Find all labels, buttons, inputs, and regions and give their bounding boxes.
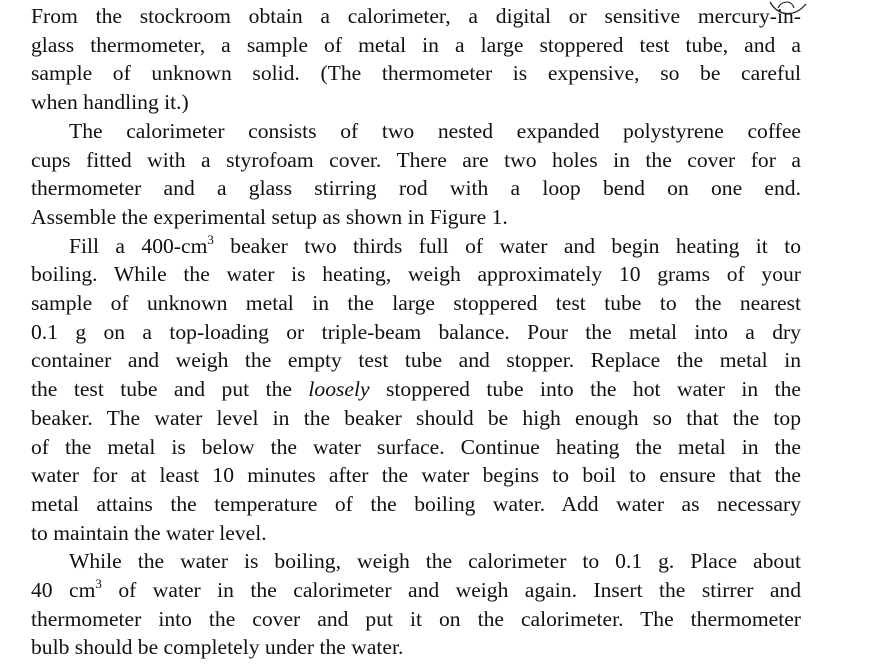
text-line: While the water is boiling, weigh the calorimeter to 0.1 g. Place about (69, 549, 801, 574)
text-line: to maintain the water level. (31, 520, 267, 545)
text-line: of the metal is below the water surface. Continue heating the metal in the (31, 434, 801, 459)
paragraph-materials (31, 2, 801, 117)
text-line: Assemble the experimental setup as shown in Figure 1. (31, 204, 508, 229)
superscript: 3 (95, 576, 102, 592)
text-line: The calorimeter consists of two nested expanded polystyrene coffee (69, 118, 801, 143)
text-segment: Fill a 400-cm (69, 233, 208, 258)
text-line: water for at least 10 minutes after the water begins to boil to ensure that the (31, 463, 801, 488)
text-line: sample of unknown metal in the large stoppered test tube to the nearest (31, 291, 801, 316)
text-line: thermometer into the cover and put it on the calorimeter. The thermometer (31, 606, 801, 631)
text-line (31, 375, 801, 404)
text-segment: beaker two thirds full of water and begin heating it to (213, 233, 801, 258)
text-line: thermometer and a glass stirring rod with a loop bend on one end. (31, 176, 801, 201)
paragraph-calorimeter-description (31, 117, 801, 232)
text-line: From the stockroom obtain a calorimeter, a digital or sensitive mercury-in- (31, 4, 801, 28)
emphasis-text: loosely (308, 377, 370, 402)
text-line: metal attains the temperature of the boiling water. Add water as necessary (31, 491, 801, 516)
document-page (31, 2, 801, 662)
text-line: 0.1 g on a top-loading or triple-beam balance. Pour the metal into a dry (31, 319, 801, 344)
text-segment: of water in the calorimeter and weigh again. Insert the stirrer and (101, 578, 802, 603)
text-line: when handling it.) (31, 90, 189, 115)
text-line: sample of unknown solid. (The thermometer is expensive, so be careful (31, 61, 801, 86)
text-line: bulb should be completely under the water. (31, 635, 404, 660)
superscript: 3 (207, 231, 214, 247)
text-line: container and weigh the empty test tube and stopper. Replace the metal in (31, 348, 801, 373)
text-line (31, 576, 801, 605)
text-line: cups fitted with a styrofoam cover. There are two holes in the cover for a (31, 147, 801, 172)
text-segment: stoppered tube into the hot water in the (369, 377, 802, 402)
paragraph-calorimeter-weighing (31, 547, 801, 662)
text-line: boiling. While the water is heating, weigh approximately 10 grams of your (31, 262, 801, 287)
text-line (31, 232, 801, 261)
paragraph-heating-procedure (31, 232, 801, 548)
text-line: beaker. The water level in the beaker should be high enough so that the top (31, 405, 801, 430)
text-segment: 40 cm (31, 578, 96, 603)
handwritten-mark-icon (764, 0, 812, 20)
text-line: glass thermometer, a sample of metal in a large stoppered test tube, and a (31, 32, 801, 57)
text-segment: the test tube and put the (31, 377, 309, 402)
